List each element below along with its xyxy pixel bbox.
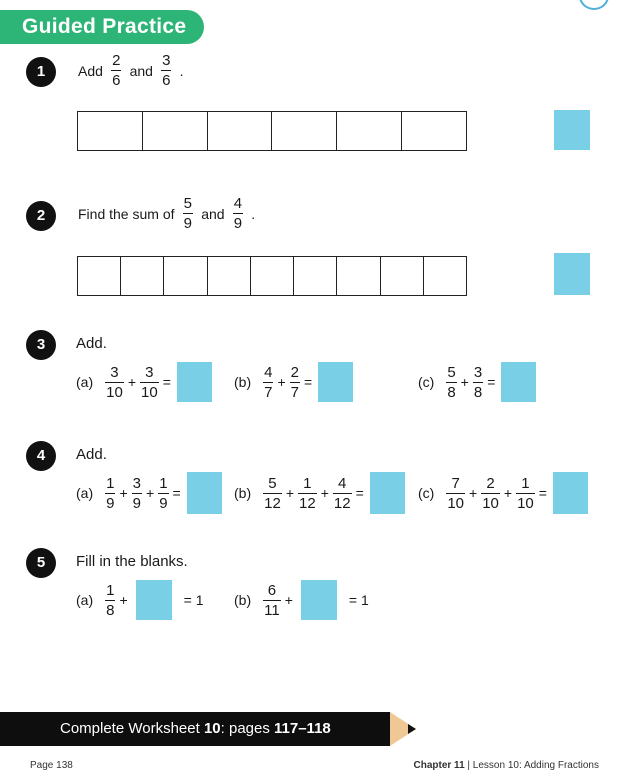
fraction: $\frac{5}{9}$ <box>183 195 193 232</box>
corner-decoration <box>579 0 609 10</box>
question-number-2: 2 <box>26 201 56 231</box>
fraction: $\frac{2}{6}$ <box>112 52 121 89</box>
answer-box[interactable] <box>301 580 337 620</box>
question-3-prompt: Add. <box>76 335 107 352</box>
pencil-point-icon <box>408 724 416 734</box>
question-number-5: 5 <box>26 548 56 578</box>
answer-box[interactable] <box>177 362 212 402</box>
question-number-3: 3 <box>26 330 56 360</box>
q3-part-b: (b) $\frac{4}{7}$ + $\frac{2}{7}$ = <box>234 362 353 402</box>
fraction: $\frac{4}{9}$ <box>233 195 243 232</box>
answer-box[interactable] <box>554 253 590 295</box>
fraction-bar-ninths <box>77 256 467 296</box>
question-number-1: 1 <box>26 57 56 87</box>
fraction: $\frac{3}{6}$ <box>162 52 171 89</box>
answer-box[interactable] <box>370 472 405 514</box>
worksheet-banner: Complete Worksheet 10: pages 117–118 <box>0 712 390 746</box>
answer-box[interactable] <box>553 472 588 514</box>
q4-part-a: (a) $\frac{1}{9}$ + $\frac{3}{9}$ + $\frac{1}{9}$ = <box>76 472 222 514</box>
chapter-lesson: Chapter 11 | Lesson 10: Adding Fractions <box>413 760 599 771</box>
q3-part-c: (c) $\frac{5}{8}$ + $\frac{3}{8}$ = <box>418 362 536 402</box>
fraction-bar-sixths <box>77 111 467 151</box>
q5-part-b: (b) $\frac{6}{11}$ + = 1 <box>234 581 369 619</box>
question-number-4: 4 <box>26 441 56 471</box>
answer-box[interactable] <box>187 472 222 514</box>
question-2-text: Find the sum of $\frac{5}{9}$ and $\frac{4}{9}$ . <box>78 195 256 232</box>
question-5-prompt: Fill in the blanks. <box>76 553 188 570</box>
answer-box[interactable] <box>501 362 536 402</box>
q4-part-c: (c) $\frac{7}{10}$ + $\frac{2}{10}$ + $\frac{1}{10}$ = <box>418 472 588 514</box>
q3-part-a: (a) $\frac{3}{10}$ + $\frac{3}{10}$ = <box>76 362 212 402</box>
question-4-prompt: Add. <box>76 446 107 463</box>
section-header: Guided Practice <box>0 10 204 44</box>
q4-part-b: (b) $\frac{5}{12}$ + $\frac{1}{12}$ + $\frac{4}{12}$ = <box>234 472 405 514</box>
q5-part-a: (a) $\frac{1}{8}$ + = 1 <box>76 581 204 619</box>
page-number: Page 138 <box>30 760 73 771</box>
question-1-text: Add $\frac{2}{6}$ and $\frac{3}{6}$ . <box>78 52 184 89</box>
answer-box[interactable] <box>318 362 353 402</box>
answer-box[interactable] <box>554 110 590 150</box>
answer-box[interactable] <box>136 580 172 620</box>
